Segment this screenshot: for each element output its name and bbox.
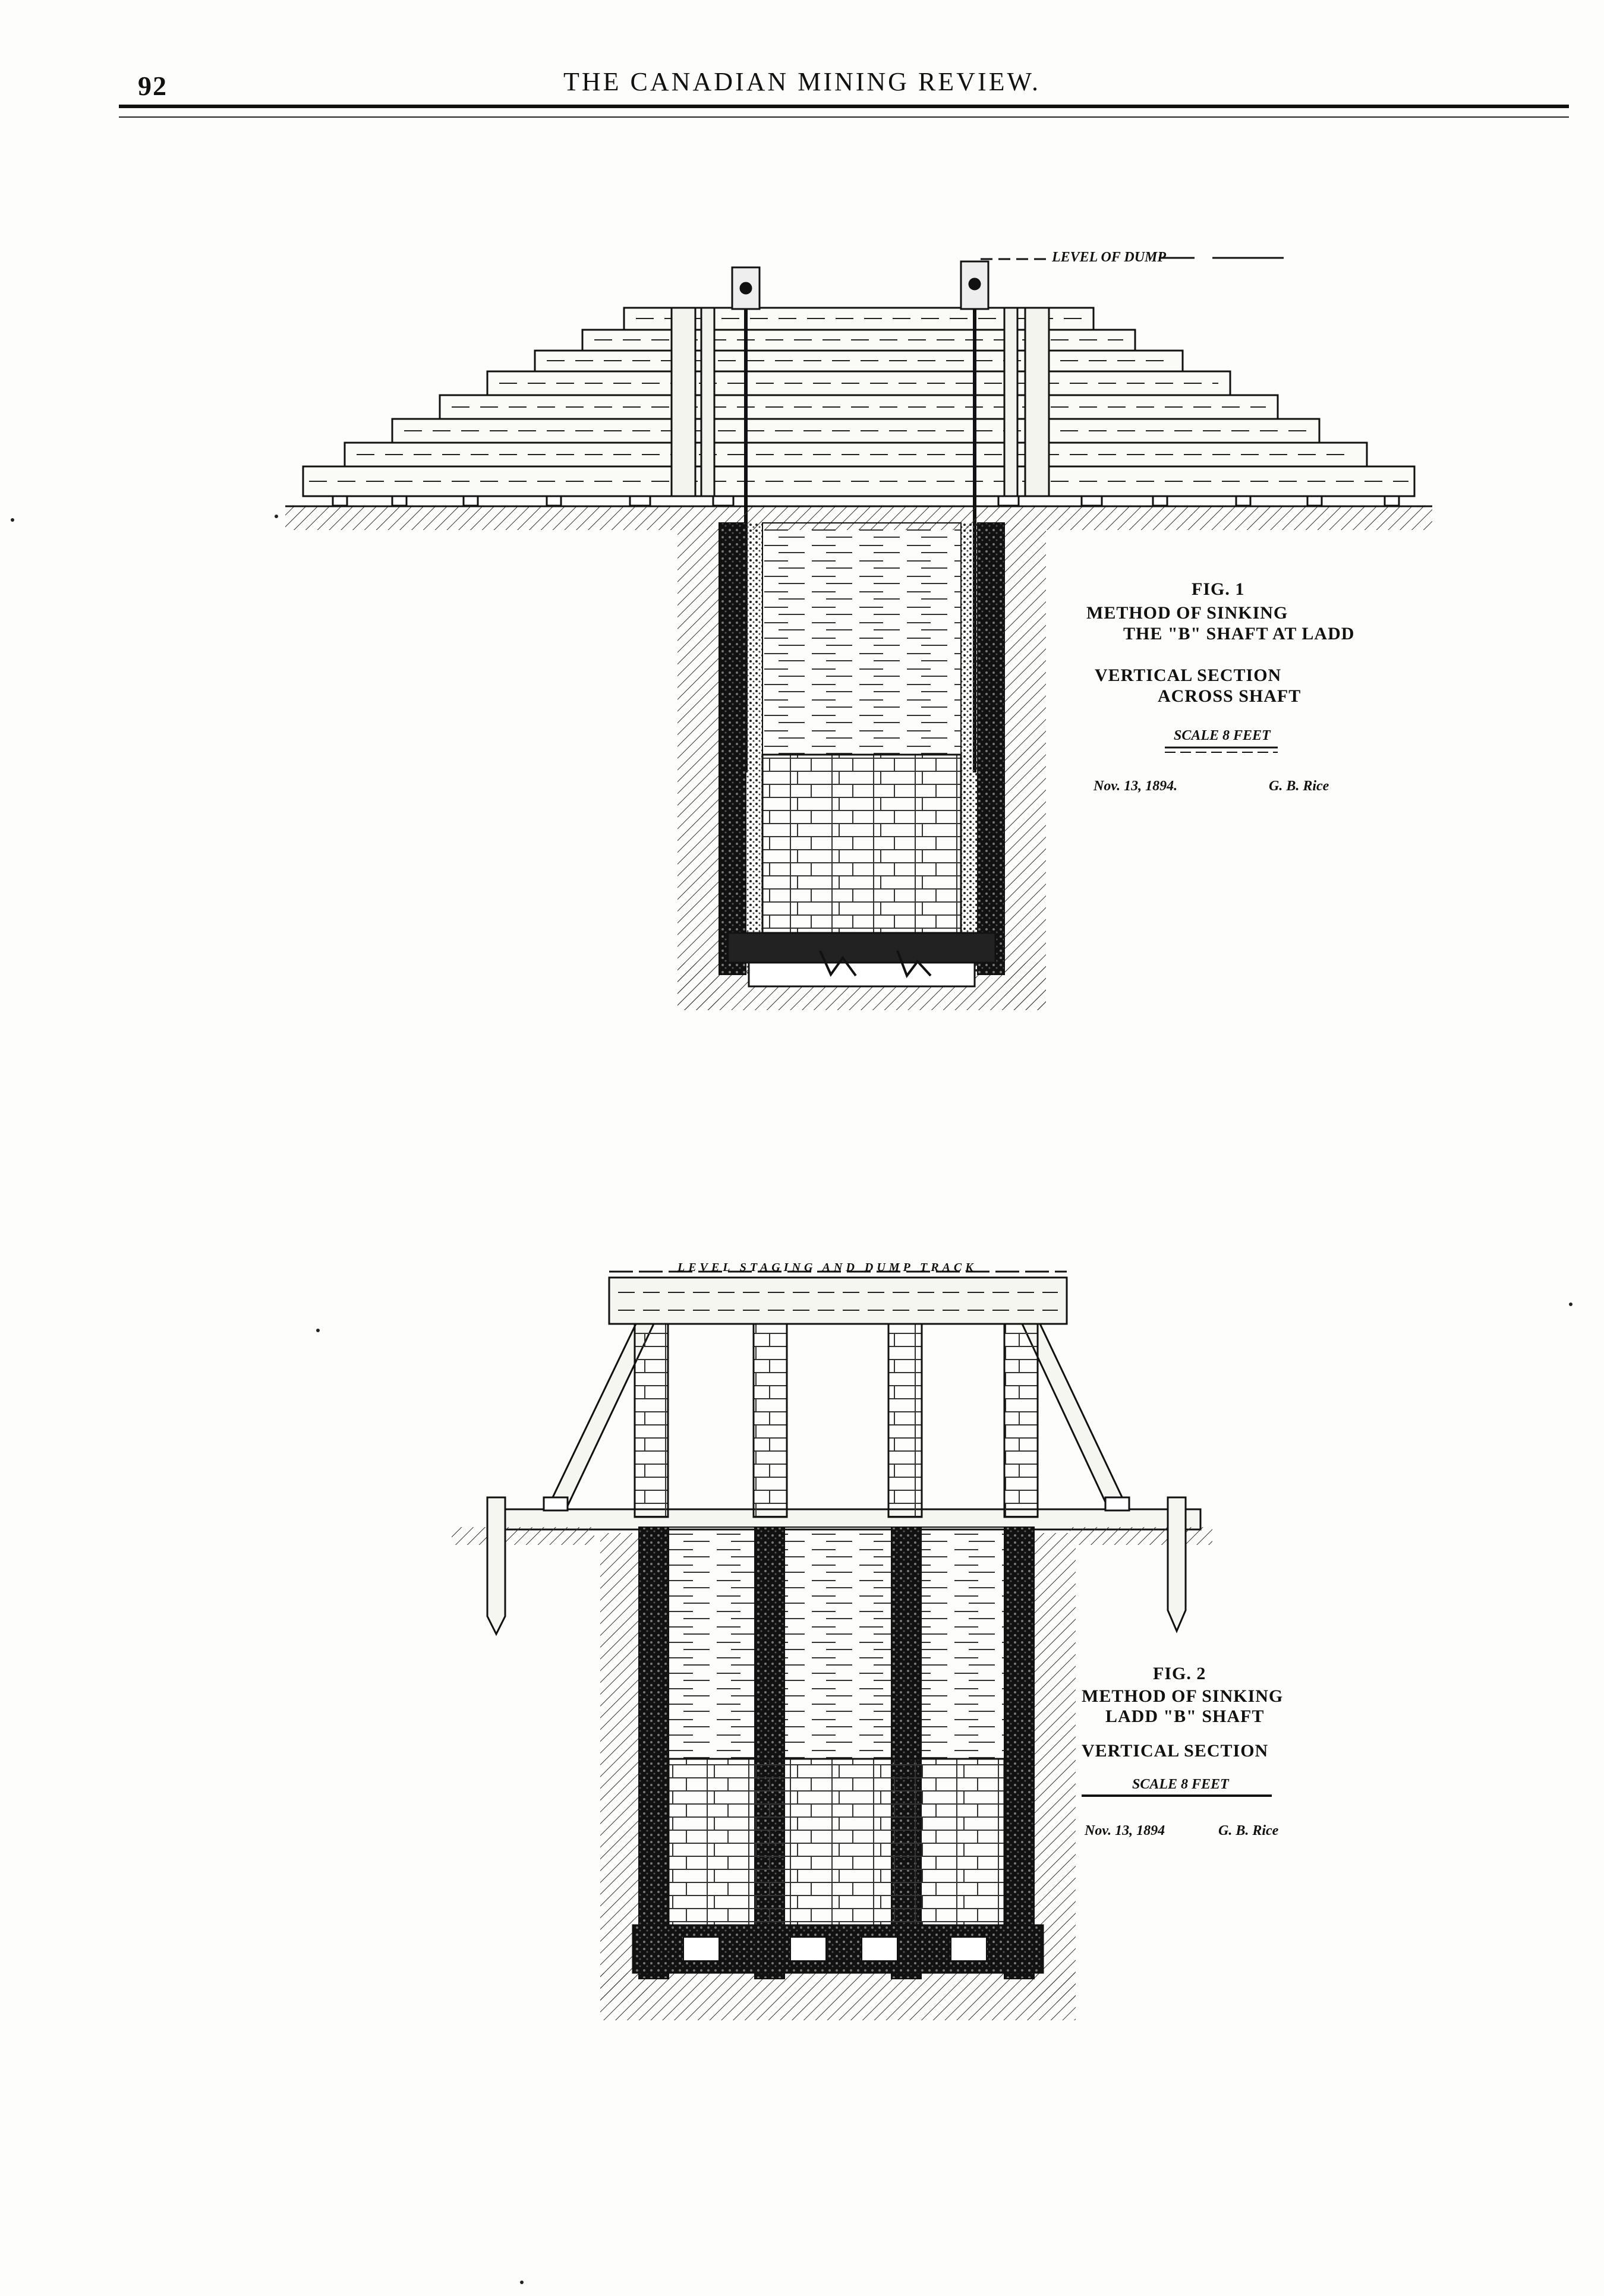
fig2-top-label: LEVEL STAGING AND DUMP TRACK <box>677 1261 977 1274</box>
fig1-label: FIG. 1 <box>1192 579 1245 599</box>
fig1-date: Nov. 13, 1894. <box>1094 778 1178 794</box>
fig1-section-line2: ACROSS SHAFT <box>1158 686 1302 706</box>
fig2-scale: SCALE 8 FEET <box>1132 1777 1229 1792</box>
fig1-author: G. B. Rice <box>1269 778 1329 794</box>
fig2-date: Nov. 13, 1894 <box>1085 1823 1165 1838</box>
fig1-title-line1: METHOD OF SINKING <box>1086 603 1288 623</box>
fig2-title-line2: LADD "B" SHAFT <box>1105 1707 1265 1726</box>
fig1-scale: SCALE 8 FEET <box>1174 728 1271 743</box>
page-number: 92 <box>138 71 168 101</box>
fig1-title-line2: THE "B" SHAFT AT LADD <box>1123 624 1355 644</box>
scan-speck <box>520 2281 524 2284</box>
scan-speck <box>11 518 14 522</box>
fig2-author: G. B. Rice <box>1218 1823 1279 1838</box>
scan-speck <box>1569 1302 1573 1306</box>
scan-speck <box>316 1329 320 1332</box>
fig1-section-line1: VERTICAL SECTION <box>1095 666 1282 685</box>
fig2-title-line1: METHOD OF SINKING <box>1082 1686 1284 1706</box>
level-of-dump-label: LEVEL OF DUMP <box>1052 250 1167 265</box>
journal-title: THE CANADIAN MINING REVIEW. <box>563 67 1041 96</box>
scan-speck <box>275 515 278 518</box>
fig2-label: FIG. 2 <box>1153 1664 1206 1683</box>
fig2-section: VERTICAL SECTION <box>1082 1741 1269 1761</box>
